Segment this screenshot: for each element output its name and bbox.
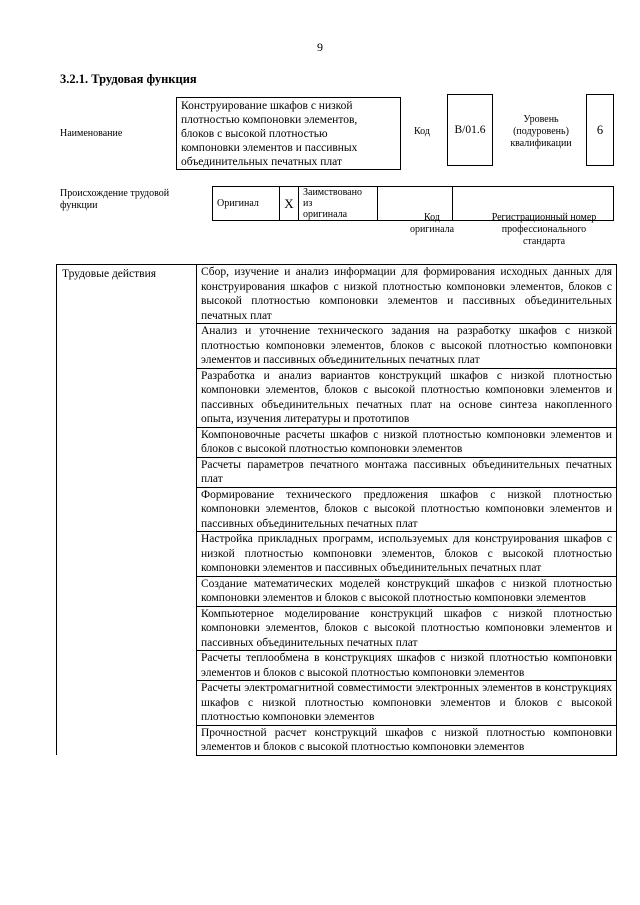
labor-action-item: Прочностной расчет конструкций шкафов с низкой плотностью компоновки элементов и блоков с высокой плотностью компоновки элементов	[197, 725, 617, 755]
borrowed-label-line: оригинала	[303, 209, 348, 220]
page-number: 9	[317, 40, 323, 54]
code-original-line: Код	[424, 212, 440, 223]
labor-action-item: Анализ и уточнение технического задания на разработку шкафов с низкой плотностью компоновки элементов, блоков с высокой плотностью компоновки элементов и пассивных объединительных печатных плат	[197, 324, 617, 369]
function-name-line: блоков с высокой плотностью	[181, 128, 328, 140]
labor-action-item: Расчеты теплообмена в конструкциях шкафов с низкой плотностью компоновки элементов и блоков с высокой плотностью компоновки элементов	[197, 651, 617, 681]
labor-action-item: Разработка и анализ вариантов конструкций шкафов с низкой плотностью компоновки элементов, блоков с высокой плотностью компоновки элементов и пассивных объединительных печатных плат на основе синтеза накопленного опыта, изучения литературы и прототипов	[197, 368, 617, 427]
reg-number-line: стандарта	[522, 236, 566, 247]
reg-number-line: Регистрационный номер	[491, 212, 597, 223]
labor-action-item: Расчеты параметров печатного монтажа пассивных объединительных печатных плат	[197, 457, 617, 487]
code-original-line: оригинала	[409, 224, 455, 235]
code-label: Код	[414, 126, 430, 137]
labor-action-item: Расчеты электромагнитной совместимости электронных элементов в конструкциях шкафов с низкой плотностью компоновки элементов и блоков с высокой плотностью компоновки элементов	[197, 681, 617, 726]
original-label: Оригинал	[213, 187, 280, 221]
level-label-line: квалификации	[510, 138, 572, 149]
labor-action-item: Сбор, изучение и анализ информации для формирования исходных данных для конструирования шкафов с низкой плотностью компоновки элементов, блоков с высокой плотностью компоновки элементов и пассивных объединительных печатных плат	[197, 265, 617, 324]
function-name-line: Конструирование шкафов с низкой	[181, 100, 353, 112]
name-label: Наименование	[60, 128, 123, 139]
borrowed-label-line: Заимствовано из	[303, 187, 362, 209]
function-name-box	[176, 97, 401, 170]
labor-actions-label: Трудовые действия	[57, 265, 197, 756]
borrowed-label	[299, 187, 378, 221]
function-name-line: объединительных печатных плат	[181, 156, 342, 168]
code-original-caption	[400, 212, 464, 236]
function-name-line: компоновки элементов и пассивных	[181, 142, 358, 154]
level-value: 6	[586, 94, 614, 166]
reg-number-line: профессионального	[501, 224, 587, 235]
labor-action-item: Компоновочные расчеты шкафов с низкой плотностью компоновки элементов и блоков с высокой плотностью компоновки элементов	[197, 427, 617, 457]
code-value: B/01.6	[447, 94, 493, 166]
labor-actions-table	[56, 264, 617, 756]
labor-action-item: Компьютерное моделирование конструкций шкафов с низкой плотностью компоновки элементов, блоков с высокой плотностью компоновки элементов и пассивных объединительных печатных плат	[197, 606, 617, 651]
origin-label-line: Происхождение трудовой	[60, 188, 170, 199]
level-label	[500, 114, 582, 150]
section-title: 3.2.1. Трудовая функция	[60, 72, 197, 86]
labor-action-item: Формирование технического предложения шкафов с низкой плотностью компоновки элементов, блоков с высокой плотностью компоновки элементов и пассивных объединительных печатных плат	[197, 487, 617, 532]
reg-number-caption	[480, 212, 608, 248]
level-label-line: (подуровень)	[513, 126, 569, 137]
level-label-line: Уровень	[523, 114, 559, 125]
original-mark: X	[280, 187, 299, 221]
origin-label	[60, 188, 169, 212]
origin-label-line: функции	[60, 200, 98, 211]
labor-action-item: Создание математических моделей конструкций шкафов с низкой плотностью компоновки элементов и блоков с высокой плотностью компоновки элементов	[197, 576, 617, 606]
function-name-line: плотностью компоновки элементов,	[181, 114, 358, 126]
labor-action-item: Настройка прикладных программ, используемых для конструирования шкафов с низкой плотностью компоновки элементов, блоков с высокой плотностью компоновки элементов и пассивных объединительных печатных плат	[197, 532, 617, 577]
